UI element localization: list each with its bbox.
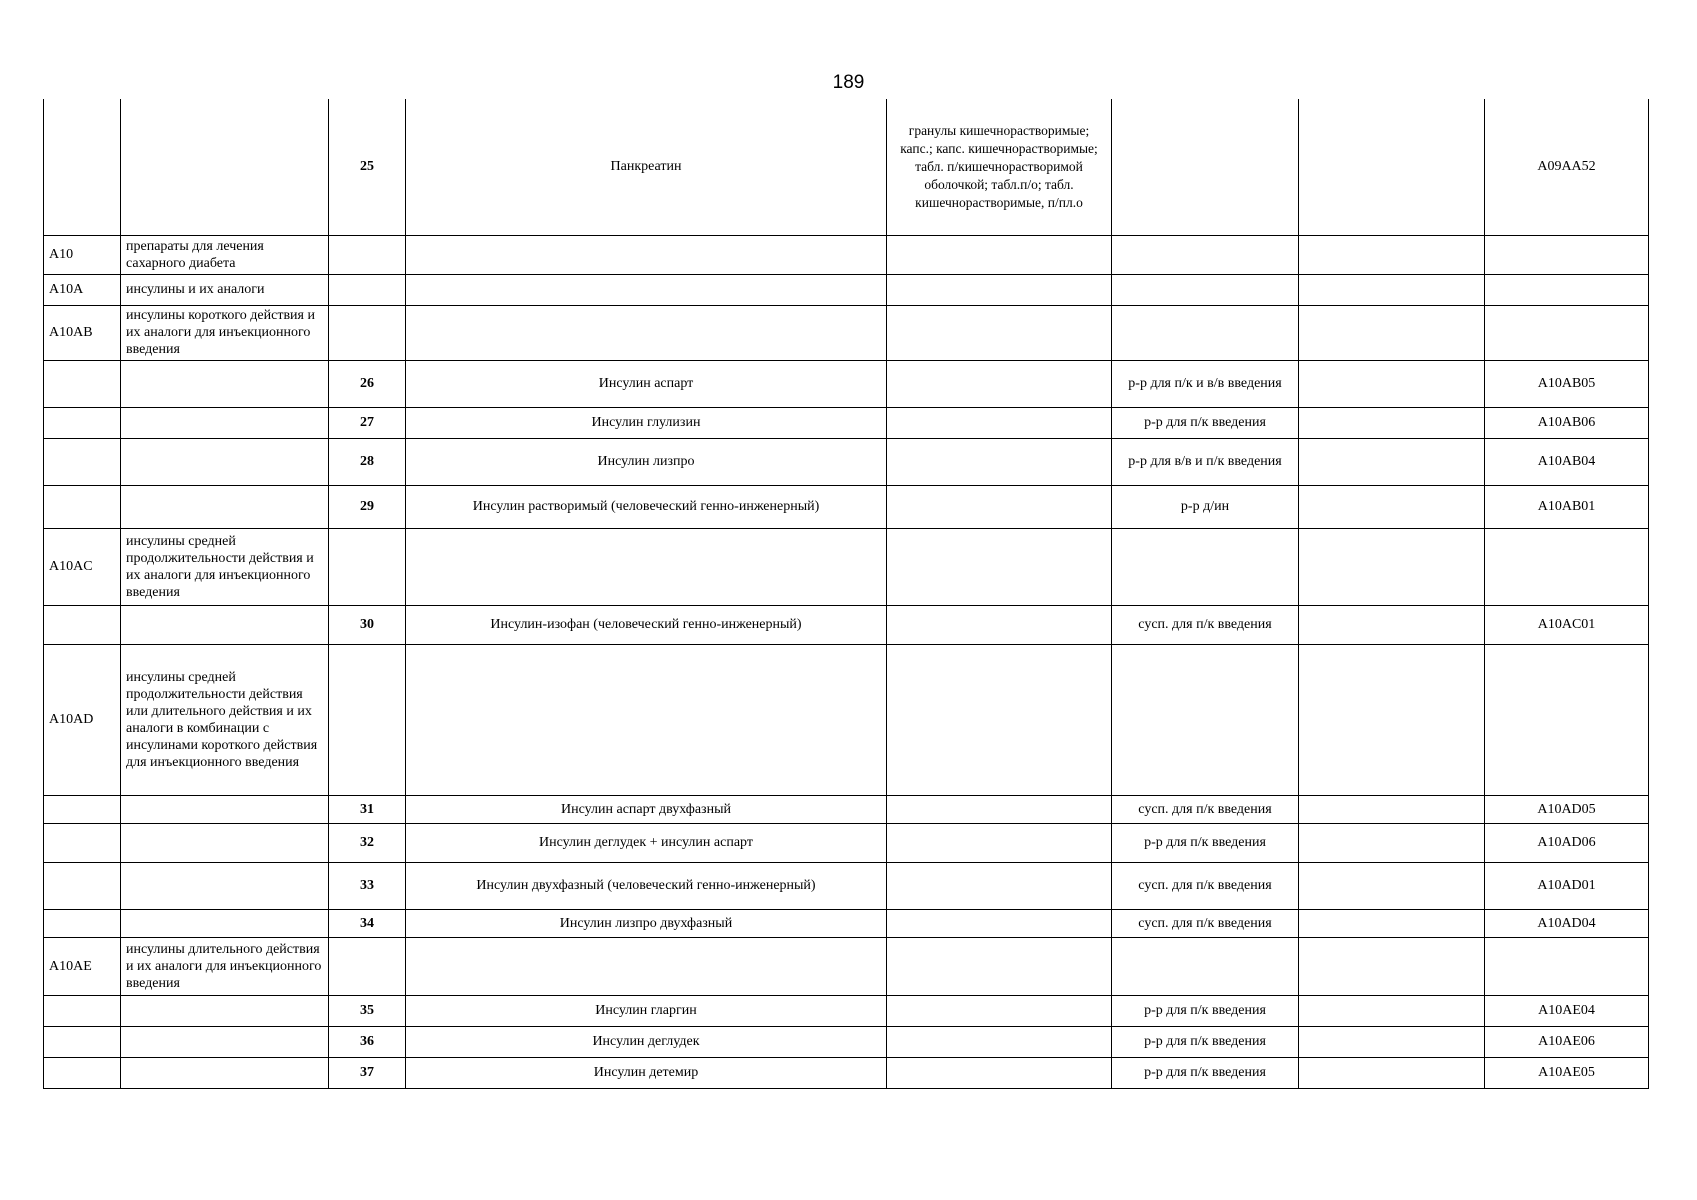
dosage-form xyxy=(887,528,1112,605)
atc-code: A10AB05 xyxy=(1485,360,1649,407)
dosage-form-alt: р-р для п/к введения xyxy=(1112,1026,1299,1057)
category-name: инсулины короткого действия и их аналоги для инъекционного введения xyxy=(121,305,329,360)
category-name: инсулины и их аналоги xyxy=(121,274,329,305)
atc-code: A09AA52 xyxy=(1485,99,1649,235)
category-code: A10AC xyxy=(44,528,121,605)
category-code: A10 xyxy=(44,235,121,274)
extra-cell xyxy=(1299,605,1485,644)
atc-code: A10AE05 xyxy=(1485,1057,1649,1088)
item-number: 28 xyxy=(329,438,406,485)
category-name xyxy=(121,862,329,909)
atc-code xyxy=(1485,937,1649,995)
extra-cell xyxy=(1299,995,1485,1026)
dosage-form xyxy=(887,605,1112,644)
drug-name: Инсулин аспарт двухфазный xyxy=(406,795,887,823)
dosage-form xyxy=(887,909,1112,937)
drug-name: Инсулин растворимый (человеческий генно-инженерный) xyxy=(406,485,887,528)
category-name xyxy=(121,99,329,235)
dosage-form-alt xyxy=(1112,528,1299,605)
drug-name: Инсулин аспарт xyxy=(406,360,887,407)
drug-name: Инсулин глулизин xyxy=(406,407,887,438)
category-name xyxy=(121,1026,329,1057)
table-row xyxy=(44,305,1649,360)
table-row xyxy=(44,360,1649,407)
dosage-form-alt xyxy=(1112,235,1299,274)
category-name xyxy=(121,485,329,528)
category-code xyxy=(44,823,121,862)
category-code xyxy=(44,995,121,1026)
drug-name xyxy=(406,235,887,274)
table-row xyxy=(44,605,1649,644)
extra-cell xyxy=(1299,305,1485,360)
drug-name xyxy=(406,305,887,360)
atc-code xyxy=(1485,644,1649,795)
category-code xyxy=(44,605,121,644)
category-code xyxy=(44,360,121,407)
table-row xyxy=(44,1057,1649,1088)
category-name xyxy=(121,823,329,862)
category-name xyxy=(121,795,329,823)
category-name xyxy=(121,909,329,937)
category-name xyxy=(121,407,329,438)
dosage-form xyxy=(887,644,1112,795)
dosage-form-alt: р-р для п/к введения xyxy=(1112,823,1299,862)
atc-code xyxy=(1485,235,1649,274)
extra-cell xyxy=(1299,235,1485,274)
drug-name: Инсулин детемир xyxy=(406,1057,887,1088)
extra-cell xyxy=(1299,438,1485,485)
category-name xyxy=(121,1057,329,1088)
table-row xyxy=(44,909,1649,937)
table-row xyxy=(44,937,1649,995)
dosage-form-alt xyxy=(1112,305,1299,360)
dosage-form xyxy=(887,995,1112,1026)
category-name xyxy=(121,995,329,1026)
item-number xyxy=(329,528,406,605)
drug-name: Инсулин лизпро двухфазный xyxy=(406,909,887,937)
extra-cell xyxy=(1299,99,1485,235)
dosage-form-alt: сусп. для п/к введения xyxy=(1112,862,1299,909)
atc-code: A10AB06 xyxy=(1485,407,1649,438)
category-code xyxy=(44,862,121,909)
item-number xyxy=(329,235,406,274)
table-row xyxy=(44,274,1649,305)
atc-code: A10AE06 xyxy=(1485,1026,1649,1057)
dosage-form xyxy=(887,438,1112,485)
dosage-form-alt: р-р для п/к введения xyxy=(1112,407,1299,438)
table-row xyxy=(44,438,1649,485)
drug-name xyxy=(406,274,887,305)
table-row xyxy=(44,407,1649,438)
category-name: инсулины длительного действия и их аналоги для инъекционного введения xyxy=(121,937,329,995)
dosage-form xyxy=(887,485,1112,528)
item-number: 25 xyxy=(329,99,406,235)
dosage-form xyxy=(887,407,1112,438)
dosage-form-alt: р-р для п/к и в/в введения xyxy=(1112,360,1299,407)
drug-table xyxy=(43,99,1649,1089)
atc-code xyxy=(1485,528,1649,605)
drug-name xyxy=(406,937,887,995)
atc-code xyxy=(1485,305,1649,360)
extra-cell xyxy=(1299,937,1485,995)
item-number xyxy=(329,937,406,995)
table-row xyxy=(44,995,1649,1026)
dosage-form-alt: сусп. для п/к введения xyxy=(1112,795,1299,823)
dosage-form xyxy=(887,235,1112,274)
dosage-form xyxy=(887,823,1112,862)
category-code: A10AD xyxy=(44,644,121,795)
category-code xyxy=(44,1057,121,1088)
extra-cell xyxy=(1299,862,1485,909)
table-row xyxy=(44,528,1649,605)
item-number: 36 xyxy=(329,1026,406,1057)
extra-cell xyxy=(1299,407,1485,438)
category-name: инсулины средней продолжительности действия или длительного действия и их аналоги в комбинации с инсулинами короткого действия для инъекционного введения xyxy=(121,644,329,795)
atc-code: A10AE04 xyxy=(1485,995,1649,1026)
dosage-form xyxy=(887,862,1112,909)
category-name xyxy=(121,438,329,485)
item-number: 35 xyxy=(329,995,406,1026)
item-number: 27 xyxy=(329,407,406,438)
dosage-form-alt xyxy=(1112,274,1299,305)
item-number: 31 xyxy=(329,795,406,823)
category-code xyxy=(44,438,121,485)
drug-name: Инсулин деглудек + инсулин аспарт xyxy=(406,823,887,862)
page-number: 189 xyxy=(832,72,865,93)
atc-code: A10AD05 xyxy=(1485,795,1649,823)
dosage-form xyxy=(887,305,1112,360)
extra-cell xyxy=(1299,274,1485,305)
extra-cell xyxy=(1299,823,1485,862)
category-code: A10AE xyxy=(44,937,121,995)
dosage-form xyxy=(887,937,1112,995)
drug-name: Инсулин лизпро xyxy=(406,438,887,485)
table-row xyxy=(44,485,1649,528)
dosage-form xyxy=(887,1057,1112,1088)
atc-code: A10AB01 xyxy=(1485,485,1649,528)
item-number xyxy=(329,274,406,305)
drug-name: Панкреатин xyxy=(406,99,887,235)
dosage-form-alt: р-р д/ин xyxy=(1112,485,1299,528)
extra-cell xyxy=(1299,1026,1485,1057)
extra-cell xyxy=(1299,644,1485,795)
dosage-form-alt: р-р для в/в и п/к введения xyxy=(1112,438,1299,485)
item-number xyxy=(329,644,406,795)
category-name: инсулины средней продолжительности действия и их аналоги для инъекционного введения xyxy=(121,528,329,605)
category-code xyxy=(44,485,121,528)
dosage-form-alt: сусп. для п/к введения xyxy=(1112,605,1299,644)
table-row xyxy=(44,1026,1649,1057)
table-row xyxy=(44,823,1649,862)
category-code: A10A xyxy=(44,274,121,305)
dosage-form xyxy=(887,360,1112,407)
table-row xyxy=(44,99,1649,235)
dosage-form-alt: сусп. для п/к введения xyxy=(1112,909,1299,937)
dosage-form: гранулы кишечнорастворимые; капс.; капс. кишечнорастворимые; табл. п/кишечнорастворимой оболочкой; табл.п/о; табл. кишечнорастворимые, п/пл.о xyxy=(887,99,1112,235)
item-number: 26 xyxy=(329,360,406,407)
dosage-form xyxy=(887,795,1112,823)
atc-code: A10AD04 xyxy=(1485,909,1649,937)
item-number: 33 xyxy=(329,862,406,909)
dosage-form xyxy=(887,274,1112,305)
table-row xyxy=(44,795,1649,823)
item-number: 30 xyxy=(329,605,406,644)
dosage-form-alt xyxy=(1112,644,1299,795)
category-code xyxy=(44,407,121,438)
item-number: 29 xyxy=(329,485,406,528)
atc-code xyxy=(1485,274,1649,305)
table-row xyxy=(44,235,1649,274)
item-number: 32 xyxy=(329,823,406,862)
category-code xyxy=(44,909,121,937)
table-row xyxy=(44,862,1649,909)
extra-cell xyxy=(1299,528,1485,605)
dosage-form xyxy=(887,1026,1112,1057)
extra-cell xyxy=(1299,909,1485,937)
category-code xyxy=(44,1026,121,1057)
extra-cell xyxy=(1299,1057,1485,1088)
category-name xyxy=(121,360,329,407)
dosage-form-alt xyxy=(1112,99,1299,235)
category-name xyxy=(121,605,329,644)
extra-cell xyxy=(1299,795,1485,823)
dosage-form-alt: р-р для п/к введения xyxy=(1112,1057,1299,1088)
category-name: препараты для лечения сахарного диабета xyxy=(121,235,329,274)
drug-name: Инсулин гларгин xyxy=(406,995,887,1026)
extra-cell xyxy=(1299,360,1485,407)
drug-name: Инсулин двухфазный (человеческий генно-инженерный) xyxy=(406,862,887,909)
item-number: 37 xyxy=(329,1057,406,1088)
drug-name xyxy=(406,528,887,605)
drug-name xyxy=(406,644,887,795)
table-body xyxy=(44,99,1649,1088)
atc-code: A10AD06 xyxy=(1485,823,1649,862)
drug-name: Инсулин-изофан (человеческий генно-инженерный) xyxy=(406,605,887,644)
atc-code: A10AC01 xyxy=(1485,605,1649,644)
category-code xyxy=(44,795,121,823)
dosage-form-alt xyxy=(1112,937,1299,995)
drug-name: Инсулин деглудек xyxy=(406,1026,887,1057)
category-code: A10AB xyxy=(44,305,121,360)
item-number xyxy=(329,305,406,360)
extra-cell xyxy=(1299,485,1485,528)
atc-code: A10AB04 xyxy=(1485,438,1649,485)
dosage-form-alt: р-р для п/к введения xyxy=(1112,995,1299,1026)
category-code xyxy=(44,99,121,235)
item-number: 34 xyxy=(329,909,406,937)
table-row xyxy=(44,644,1649,795)
atc-code: A10AD01 xyxy=(1485,862,1649,909)
